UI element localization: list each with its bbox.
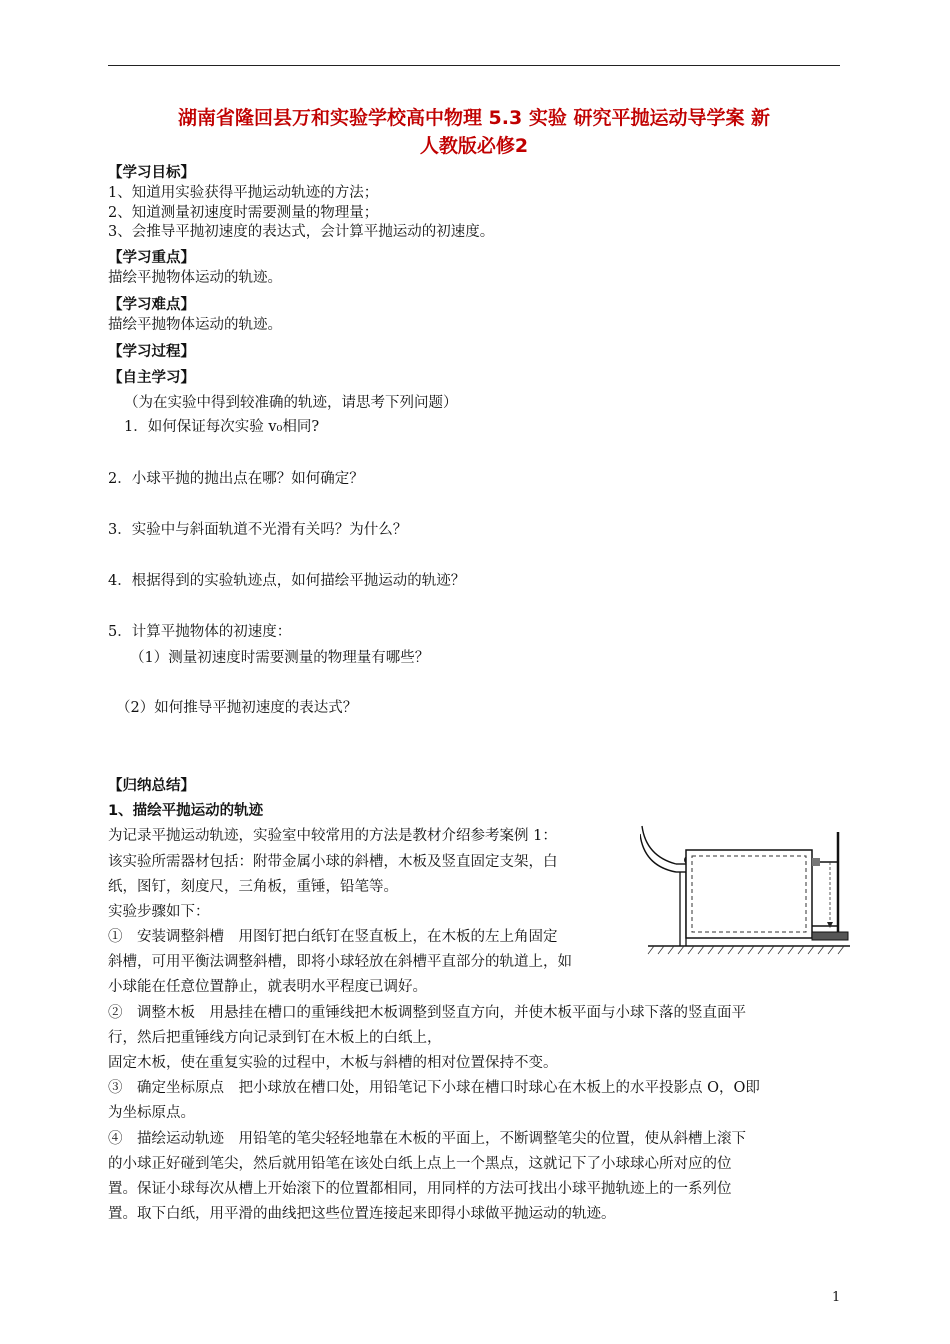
question-4: 4．根据得到的实验轨迹点，如何描绘平抛运动的轨迹？ (108, 573, 466, 589)
key-point-text: 描绘平抛物体运动的轨迹。 (108, 270, 282, 286)
summary-line: ③ 确定坐标原点 把小球放在槽口处，用铅笔记下小球在槽口时球心在木板上的水平投影点 O，O即 (108, 1080, 760, 1096)
question-5: 5．计算平抛物体的初速度： (108, 624, 292, 640)
title-line-2: 人教版必修2 (419, 135, 529, 157)
summary-heading: 【归纳总结】 (108, 778, 195, 794)
self-study-intro: （为在实验中得到较准确的轨迹，请思考下列问题） (124, 395, 458, 411)
self-study-heading: 【自主学习】 (108, 370, 195, 386)
question-3: 3．实验中与斜面轨道不光滑有关吗？为什么？ (108, 522, 408, 538)
title-line-1: 湖南省隆回县万和实验学校高中物理 5.3 实验 研究平抛运动导学案 新 (177, 107, 771, 129)
summary-line: 斜槽，可用平衡法调整斜槽，即将小球轻放在斜槽平直部分的轨道上，如 (108, 954, 572, 970)
summary-line: ① 安装调整斜槽 用图钉把白纸钉在竖直板上，在木板的左上角固定 (108, 929, 558, 945)
summary-line: 的小球正好碰到笔尖，然后就用铅笔在该处白纸上点上一个黑点，这就记下了小球球心所对应的位 (108, 1156, 732, 1172)
objective-item: 3、会推导平抛初速度的表达式，会计算平抛运动的初速度。 (108, 224, 495, 240)
document-title (108, 104, 840, 160)
summary-line: 为记录平抛运动轨迹，实验室中较常用的方法是教材介绍参考案例 1： (108, 828, 557, 844)
objectives-heading: 【学习目标】 (108, 165, 195, 181)
summary-line: 小球能在任意位置静止，就表明水平程度已调好。 (108, 979, 427, 995)
difficulty-text: 描绘平抛物体运动的轨迹。 (108, 317, 282, 333)
summary-line: 置。取下白纸，用平滑的曲线把这些位置连接起来即得小球做平抛运动的轨迹。 (108, 1206, 616, 1222)
summary-line: ④ 描绘运动轨迹 用铅笔的笔尖轻轻地靠在木板的平面上，不断调整笔尖的位置，使从斜槽上滚下 (108, 1131, 746, 1147)
summary-line: 固定木板，使在重复实验的过程中，木板与斜槽的相对位置保持不变。 (108, 1055, 558, 1071)
objective-item: 1、知道用实验获得平抛运动轨迹的方法； (108, 185, 379, 201)
summary-line: 纸，图钉，刻度尺，三角板，重锤，铅笔等。 (108, 879, 398, 895)
groove-support (680, 872, 686, 946)
summary-line: 置。保证小球每次从槽上开始滚下的位置都相同，用同样的方法可找出小球平抛轨迹上的一系列位 (108, 1181, 732, 1197)
question-1: 1．如何保证每次实验 v₀相同? (124, 419, 320, 435)
page-number: 1 (832, 1290, 841, 1305)
vertical-board (686, 850, 812, 938)
key-point-heading: 【学习重点】 (108, 250, 195, 266)
summary-line: 该实验所需器材包括：附带金属小球的斜槽，木板及竖直固定支架，白 (108, 854, 558, 870)
summary-line: 行，然后把重锤线方向记录到钉在木板上的白纸上， (108, 1030, 442, 1046)
plumb-line (827, 862, 833, 928)
summary-section-1: 1、描绘平抛运动的轨迹 (108, 803, 264, 819)
objective-item: 2、知道测量初速度时需要测量的物理量； (108, 205, 379, 221)
summary-line: 实验步骤如下： (108, 904, 210, 920)
process-heading: 【学习过程】 (108, 344, 195, 360)
ground-line (648, 946, 850, 954)
question-2: 2．小球平抛的抛出点在哪？如何确定？ (108, 471, 364, 487)
question-5-part-2: （2）如何推导平抛初速度的表达式？ (116, 700, 358, 716)
summary-line: ② 调整木板 用悬挂在槽口的重锤线把木板调整到竖直方向，并使木板平面与小球下落的竖直面平 (108, 1005, 746, 1021)
header-rule (108, 65, 840, 66)
inclined-groove (640, 826, 688, 872)
apparatus-figure (640, 822, 852, 960)
question-5-part-1: （1）测量初速度时需要测量的物理量有哪些？ (130, 650, 430, 666)
difficulty-heading: 【学习难点】 (108, 297, 195, 313)
summary-line: 为坐标原点。 (108, 1105, 195, 1121)
